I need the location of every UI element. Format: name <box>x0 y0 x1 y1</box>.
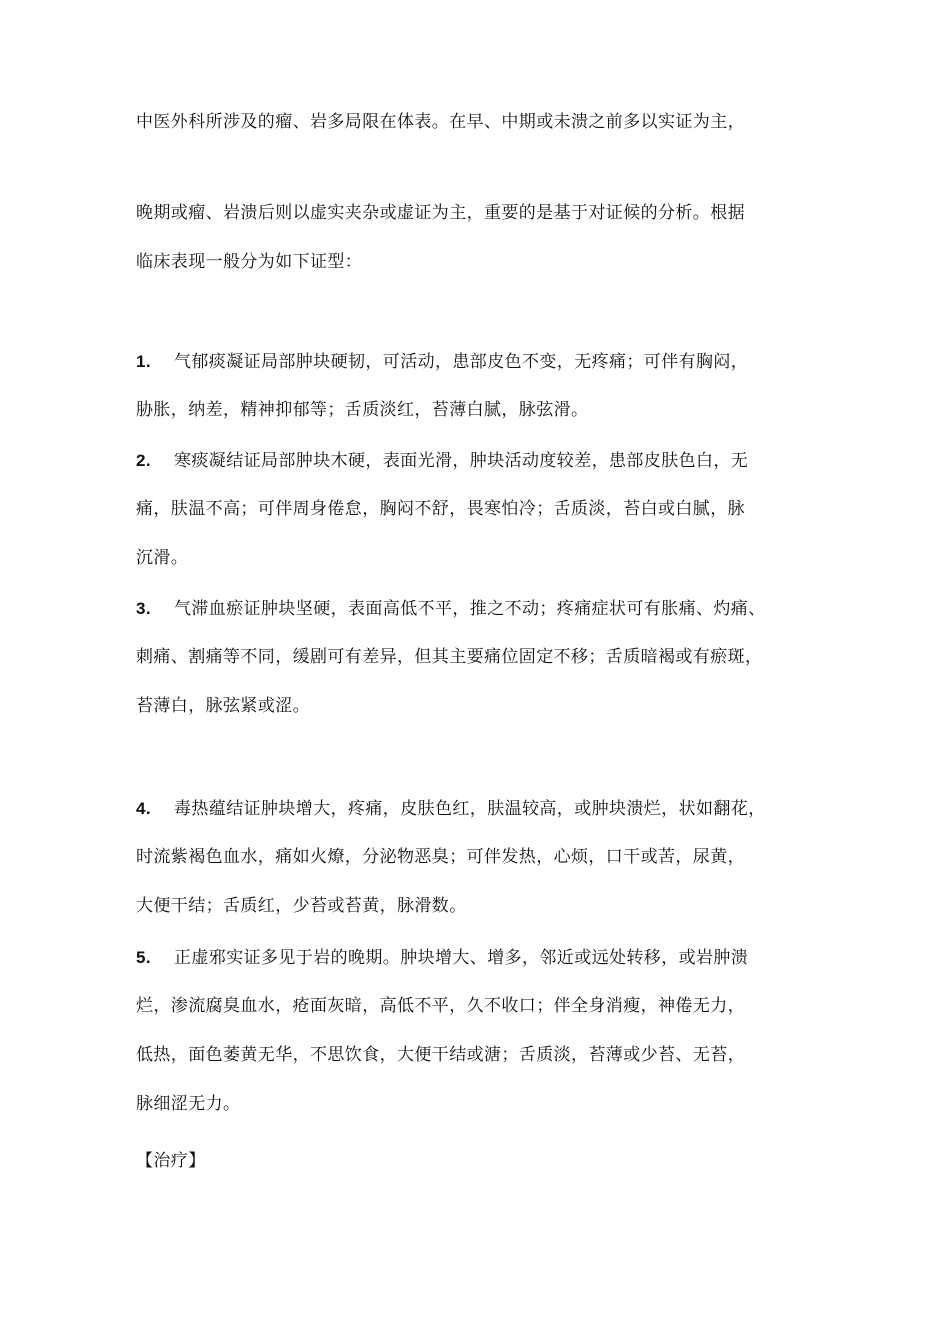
intro-line: 临床表现一般分为如下证型： <box>136 252 363 272</box>
item-number: 1. <box>136 352 151 371</box>
item-line: 大便干结；舌质红，少苔或苔黄，脉滑数。 <box>136 896 467 916</box>
item-text: 气滞血瘀证肿块坚硬，表面高低不平，推之不动；疼痛症状可有胀痛、灼痛、 <box>174 599 766 619</box>
item-text: 毒热蕴结证肿块增大，疼痛，皮肤色红，肤温较高，或肿块溃烂，状如翻花， <box>174 799 766 819</box>
intro-line: 晚期或瘤、岩溃后则以虚实夹杂或虚证为主，重要的是基于对证候的分析。根据 <box>136 203 745 223</box>
item-number: 2. <box>136 451 151 470</box>
item-text: 正虚邪实证多见于岩的晚期。肿块增大、增多，邻近或远处转移，或岩肿溃 <box>174 948 749 968</box>
item-line: 沉滑。 <box>136 548 189 568</box>
item-line: 苔薄白，脉弦紧或涩。 <box>136 696 310 716</box>
item-text: 气郁痰凝证局部肿块硬韧，可活动，患部皮色不变，无疼痛；可伴有胸闷， <box>174 352 749 372</box>
item-number: 4. <box>136 799 151 818</box>
item-text: 寒痰凝结证局部肿块木硬，表面光滑，肿块活动度较差，患部皮肤色白，无 <box>174 451 749 471</box>
intro-paragraph-continued <box>136 189 826 287</box>
syndrome-item-3 <box>136 584 826 731</box>
item-line: 时流紫褐色血水，痛如火燎，分泌物恶臭；可伴发热，心烦，口干或苦，尿黄， <box>136 847 745 867</box>
item-line: 低热，面色萎黄无华，不思饮食，大便干结或溏；舌质淡，苔薄或少苔、无苔， <box>136 1045 745 1065</box>
item-line: 烂，渗流腐臭血水，疮面灰暗，高低不平，久不收口；伴全身消瘦，神倦无力， <box>136 996 745 1016</box>
item-line <box>136 584 826 633</box>
item-line <box>136 436 826 485</box>
syndrome-item-5 <box>136 933 826 1129</box>
intro-paragraph <box>136 98 826 147</box>
syndrome-item-1 <box>136 337 826 435</box>
section-heading: 【治疗】 <box>136 1151 206 1171</box>
item-number: 3. <box>136 599 151 618</box>
intro-line: 中医外科所涉及的瘤、岩多局限在体表。在早、中期或未溃之前多以实证为主， <box>136 112 745 132</box>
item-number: 5. <box>136 948 151 967</box>
syndrome-item-2 <box>136 436 826 583</box>
item-line <box>136 337 826 386</box>
item-line: 脉细涩无力。 <box>136 1094 241 1114</box>
item-line <box>136 784 826 833</box>
syndrome-item-4 <box>136 784 826 931</box>
item-line: 胁胀，纳差，精神抑郁等；舌质淡红，苔薄白腻，脉弦滑。 <box>136 400 589 420</box>
item-line: 痛，肤温不高；可伴周身倦怠，胸闷不舒，畏寒怕冷；舌质淡，苔白或白腻，脉 <box>136 499 745 519</box>
item-line: 刺痛、割痛等不同，缓剧可有差异，但其主要痛位固定不移；舌质暗褐或有瘀斑， <box>136 647 763 667</box>
item-line <box>136 933 826 982</box>
